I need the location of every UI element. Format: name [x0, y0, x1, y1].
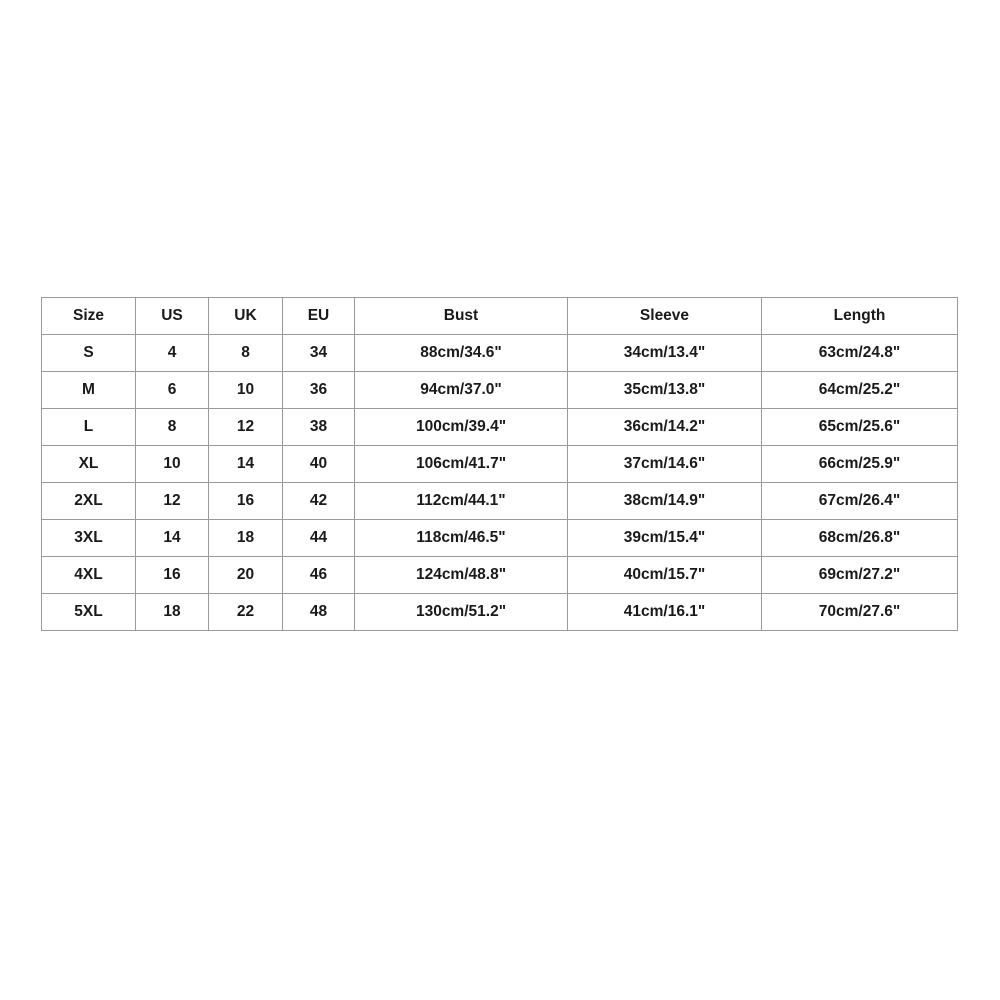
cell-length: 70cm/27.6" [762, 594, 958, 631]
cell-us: 12 [136, 483, 209, 520]
cell-bust: 100cm/39.4" [355, 409, 568, 446]
header-bust: Bust [355, 298, 568, 335]
cell-length: 66cm/25.9" [762, 446, 958, 483]
cell-sleeve: 36cm/14.2" [568, 409, 762, 446]
cell-us: 14 [136, 520, 209, 557]
cell-length: 69cm/27.2" [762, 557, 958, 594]
cell-us: 18 [136, 594, 209, 631]
cell-length: 65cm/25.6" [762, 409, 958, 446]
header-row [42, 298, 958, 335]
cell-eu: 40 [283, 446, 355, 483]
cell-sleeve: 40cm/15.7" [568, 557, 762, 594]
cell-us: 6 [136, 372, 209, 409]
cell-bust: 88cm/34.6" [355, 335, 568, 372]
size-chart-table [41, 297, 958, 631]
header-eu: EU [283, 298, 355, 335]
cell-sleeve: 34cm/13.4" [568, 335, 762, 372]
cell-size: L [42, 409, 136, 446]
header-length: Length [762, 298, 958, 335]
cell-us: 10 [136, 446, 209, 483]
cell-size: 3XL [42, 520, 136, 557]
cell-sleeve: 37cm/14.6" [568, 446, 762, 483]
header-size: Size [42, 298, 136, 335]
cell-size: XL [42, 446, 136, 483]
header-sleeve: Sleeve [568, 298, 762, 335]
cell-uk: 18 [209, 520, 283, 557]
cell-uk: 10 [209, 372, 283, 409]
cell-sleeve: 35cm/13.8" [568, 372, 762, 409]
cell-uk: 16 [209, 483, 283, 520]
cell-eu: 42 [283, 483, 355, 520]
header-us: US [136, 298, 209, 335]
cell-eu: 48 [283, 594, 355, 631]
cell-bust: 94cm/37.0" [355, 372, 568, 409]
cell-eu: 44 [283, 520, 355, 557]
table-row [42, 409, 958, 446]
cell-bust: 112cm/44.1" [355, 483, 568, 520]
table-row [42, 446, 958, 483]
cell-eu: 34 [283, 335, 355, 372]
cell-size: 4XL [42, 557, 136, 594]
table-row [42, 483, 958, 520]
cell-us: 4 [136, 335, 209, 372]
cell-length: 68cm/26.8" [762, 520, 958, 557]
cell-bust: 124cm/48.8" [355, 557, 568, 594]
cell-uk: 20 [209, 557, 283, 594]
cell-eu: 36 [283, 372, 355, 409]
cell-length: 67cm/26.4" [762, 483, 958, 520]
cell-uk: 14 [209, 446, 283, 483]
cell-size: 2XL [42, 483, 136, 520]
cell-size: 5XL [42, 594, 136, 631]
cell-us: 16 [136, 557, 209, 594]
cell-sleeve: 39cm/15.4" [568, 520, 762, 557]
cell-eu: 46 [283, 557, 355, 594]
table-row [42, 520, 958, 557]
cell-sleeve: 41cm/16.1" [568, 594, 762, 631]
table-row [42, 335, 958, 372]
table-row [42, 557, 958, 594]
cell-size: S [42, 335, 136, 372]
header-uk: UK [209, 298, 283, 335]
cell-bust: 106cm/41.7" [355, 446, 568, 483]
cell-sleeve: 38cm/14.9" [568, 483, 762, 520]
cell-uk: 22 [209, 594, 283, 631]
cell-uk: 8 [209, 335, 283, 372]
cell-size: M [42, 372, 136, 409]
cell-uk: 12 [209, 409, 283, 446]
cell-bust: 118cm/46.5" [355, 520, 568, 557]
cell-us: 8 [136, 409, 209, 446]
table-row [42, 594, 958, 631]
cell-bust: 130cm/51.2" [355, 594, 568, 631]
table-row [42, 372, 958, 409]
cell-eu: 38 [283, 409, 355, 446]
cell-length: 63cm/24.8" [762, 335, 958, 372]
cell-length: 64cm/25.2" [762, 372, 958, 409]
